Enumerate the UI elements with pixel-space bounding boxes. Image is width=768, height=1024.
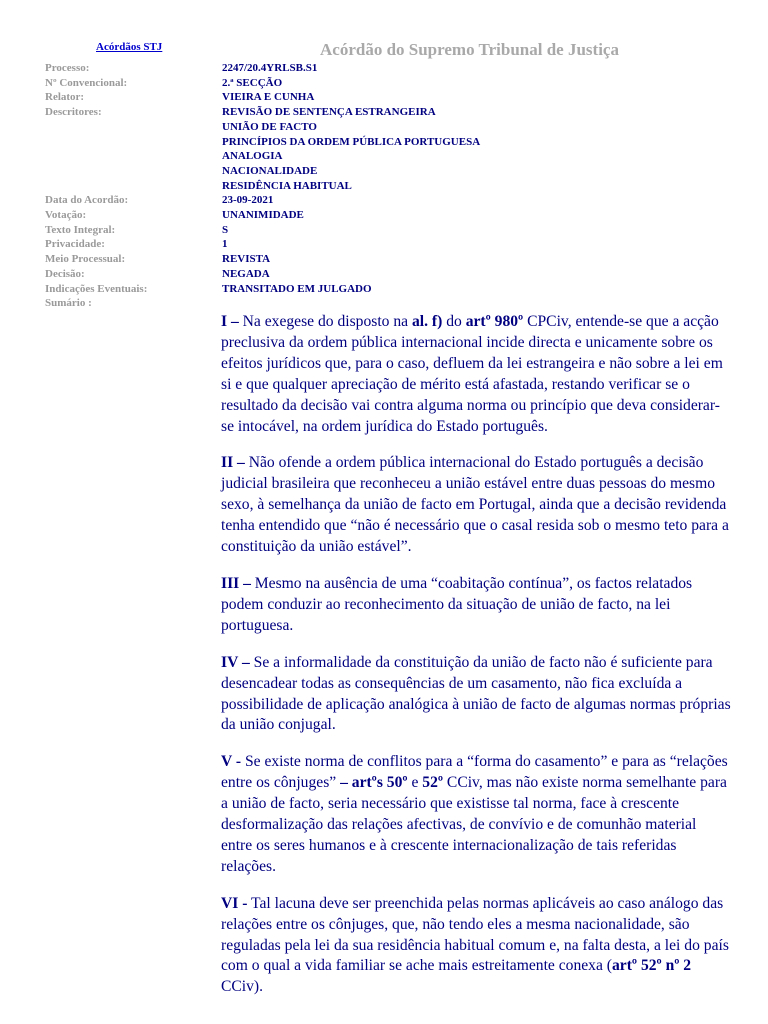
metadata-value: 2.ª SECÇÃO: [222, 76, 283, 89]
summary-segment: CCiv, mas não existe norma semelhante para a união de facto, seria necessário que existisse tal norma, face à crescente desformalização das relações afectivas, de convívio e de comunhão material entre os seres humanos e à crescente internacionalização de tais referidas relações.: [221, 774, 727, 875]
metadata-value: ANALOGIA: [222, 150, 283, 163]
metadata-value: RESIDÊNCIA HABITUAL: [222, 179, 352, 192]
metadata-row: [45, 296, 480, 311]
metadata-label: Data do Acordão:: [45, 194, 129, 207]
summary-paragraph: [221, 653, 731, 737]
metadata-value: TRANSITADO EM JULGADO: [222, 282, 372, 295]
summary-bold-segment: artº 980º: [465, 313, 524, 330]
metadata-row: [45, 267, 480, 282]
metadata-label: Privacidade:: [45, 238, 105, 251]
metadata-row: [45, 90, 480, 105]
acordaos-stj-link[interactable]: Acórdãos STJ: [96, 41, 163, 53]
metadata-row: [45, 61, 480, 76]
metadata-row: [45, 282, 480, 297]
metadata-label: Indicações Eventuais:: [45, 282, 148, 295]
page-title: Acórdão do Supremo Tribunal de Justiça: [320, 40, 619, 59]
metadata-values: [222, 223, 228, 238]
metadata-label: Decisão:: [45, 267, 85, 280]
metadata-table: [45, 61, 480, 311]
summary-bold-segment: VI -: [221, 894, 248, 912]
metadata-row: [45, 237, 480, 252]
summary-segment: do: [442, 313, 466, 330]
summary-bold-segment: – artºs 50º: [340, 774, 408, 792]
metadata-label: Nº Convencional:: [45, 76, 128, 89]
metadata-values: [222, 105, 480, 193]
metadata-value: 23-09-2021: [222, 194, 274, 207]
metadata-row: [45, 223, 480, 238]
summary-segment: Na exegese do disposto na: [238, 313, 412, 330]
metadata-value: 2247/20.4YRLSB.S1: [222, 62, 318, 74]
metadata-value: REVISÃO DE SENTENÇA ESTRANGEIRA: [222, 106, 436, 119]
summary-bold-segment: II –: [221, 454, 245, 472]
metadata-label: Sumário :: [45, 297, 92, 310]
metadata-values: [222, 90, 314, 105]
metadata-values: [222, 61, 317, 76]
metadata-row: [45, 76, 480, 91]
summary-segment: CPCiv, entende-se que a acção preclusiva da ordem pública internacional incide directa e unicamente sobre os efeitos jurídicos que, para o caso, defluem da lei estrangeira e não sobre a lei em si e que qualquer apreciação de mérito está afastada, restando verificar se o resultado da decisão vai contra alguma norma ou princípio que deva considerar-se intocável, na ordem jurídica do Estado português.: [221, 313, 723, 435]
summary-segment: Se a informalidade da constituição da união de facto não é suficiente para desencadear todas as consequências de um casamento, não fica excluída a possibilidade de aplicação analógica à união de facto de algumas normas próprias da união conjugal.: [221, 653, 731, 734]
metadata-value: NACIONALIDADE: [222, 164, 318, 177]
metadata-values: [222, 76, 282, 91]
metadata-label: Texto Integral:: [45, 223, 116, 236]
summary-segment: Tal lacuna deve ser preenchida pelas normas aplicáveis ao caso análogo das relações entre os cônjuges, que, não tendo eles a mesma nacionalidade, são reguladas pela lei da sua residência habitual comum e, na falta desta, a lei do país com o qual a vida familiar se ache mais estreitamente conexa (: [221, 894, 729, 975]
metadata-value: 1: [222, 238, 228, 251]
summary-bold-segment: IV –: [221, 653, 250, 671]
metadata-value: S: [222, 223, 229, 236]
summary-paragraph: [221, 752, 731, 877]
metadata-label: Processo:: [45, 62, 90, 74]
metadata-value: PRINCÍPIOS DA ORDEM PÚBLICA PORTUGUESA: [222, 135, 481, 148]
summary-bold-segment: III –: [221, 574, 251, 592]
metadata-value: UNIÃO DE FACTO: [222, 120, 317, 133]
metadata-row: [45, 252, 480, 267]
summary-segment: CCiv).: [221, 978, 264, 996]
summary-segment: e: [407, 774, 423, 792]
metadata-row: [45, 105, 480, 193]
metadata-value: NEGADA: [222, 267, 270, 280]
summary-paragraph: [221, 574, 731, 637]
summary-bold-segment: I –: [221, 313, 239, 330]
summary-bold-segment: 52º: [422, 774, 444, 792]
metadata-label: Descritores:: [45, 106, 102, 119]
metadata-values: [222, 282, 372, 297]
metadata-label: Relator:: [45, 91, 85, 104]
metadata-row: [45, 193, 480, 208]
metadata-value: VIEIRA E CUNHA: [222, 91, 315, 104]
summary-segment: Não ofende a ordem pública internacional do Estado português a decisão judicial brasileira que reconheceu a união estável entre duas pessoas do mesmo sexo, à semelhança da união de facto em Portugal, ainda que a decisão revidenda tenha entendido que “não é necessário que o casal resida sob o mesmo teto para a constituição da união estável”.: [221, 454, 729, 556]
metadata-values: [222, 208, 304, 223]
summary-bold-segment: al. f): [412, 313, 443, 330]
summary-paragraph: [221, 453, 731, 558]
metadata-values: [222, 237, 228, 252]
metadata-row: [45, 208, 480, 223]
summary-paragraph: [221, 894, 731, 999]
summary-text: [221, 312, 731, 1014]
metadata-value: UNANIMIDADE: [222, 209, 304, 222]
summary-bold-segment: V -: [221, 753, 242, 771]
summary-segment: Mesmo na ausência de uma “coabitação contínua”, os factos relatados podem conduzir ao reconhecimento da situação de união de facto, na lei portuguesa.: [221, 574, 693, 634]
metadata-values: [222, 252, 270, 267]
summary-segment: Se existe norma de conflitos para a “forma do casamento” e para as “relações entre os cônjuges”: [221, 753, 728, 792]
metadata-label: Meio Processual:: [45, 253, 126, 266]
summary-bold-segment: artº 52º nº 2: [611, 957, 692, 975]
metadata-values: [222, 193, 273, 208]
metadata-value: REVISTA: [222, 253, 271, 266]
metadata-values: [222, 267, 270, 282]
summary-paragraph: [221, 312, 731, 437]
metadata-label: Votação:: [45, 209, 87, 222]
